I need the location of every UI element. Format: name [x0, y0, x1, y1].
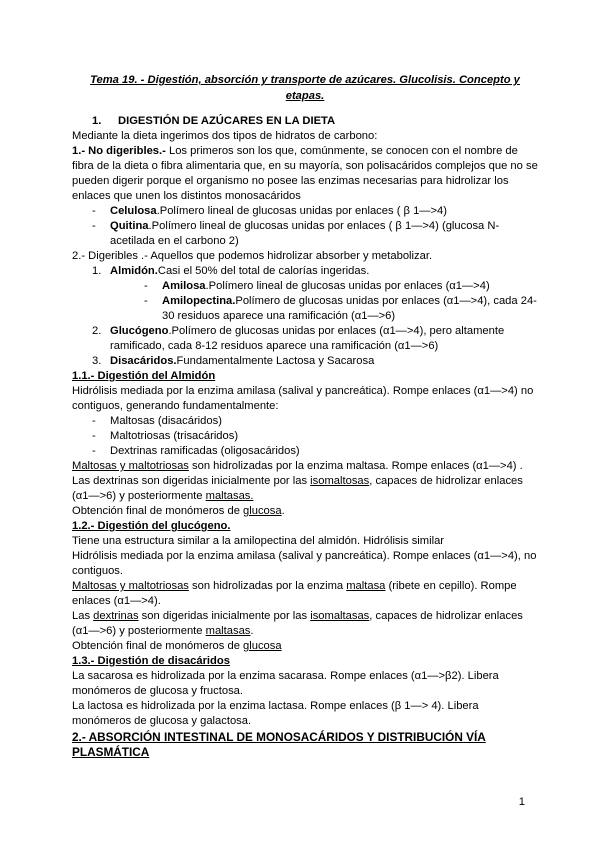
paragraph: La lactosa es hidrolizada por la enzima lactasa. Rompe enlaces (β 1—> 4). Libera monómeros de glucosa y galactosa. — [72, 700, 479, 727]
amilasa-products-list — [72, 414, 538, 459]
paragraph: Obtención final de monómeros de glucosa — [72, 640, 282, 652]
document-title: Tema 19. - Digestión, absorción y transporte de azúcares. Glucolisis. Concepto y etapas. — [90, 74, 520, 102]
list-item: 3. Disacáridos.Fundamentalmente Lactosa y Sacarosa — [92, 355, 375, 367]
paragraph: Hidrólisis mediada por la enzima amilasa (salival y pancreática). Rompe enlaces (α1—>4), no contiguos. — [72, 550, 537, 577]
paragraph: Obtención final de monómeros de glucosa. — [72, 505, 285, 517]
paragraph: Maltosas y maltotriosas son hidrolizadas por la enzima maltasa (ribete en cepillo). Rompe enlaces (α1—>4). — [72, 580, 517, 607]
digeribles-list-cont — [72, 324, 538, 369]
digeribles-paragraph: 2.- Digeribles .- Aquellos que podemos hidrolizar absorber y metabolizar. — [72, 250, 433, 262]
list-item: - Celulosa.Polímero lineal de glucosas unidas por enlaces ( β 1—>4) — [72, 204, 538, 219]
section-1-3-heading: 1.3.- Digestión de disacáridos — [72, 655, 230, 667]
list-item: - Amilopectina.Polímero de glucosas unidas por enlaces (α1—>4), cada 24-30 residuos aparece una ramificación (α1—>6) — [72, 294, 538, 324]
section-1-2-heading: 1.2.- Digestión del glucógeno. — [72, 520, 231, 532]
paragraph: Maltosas y maltotriosas son hidrolizadas por la enzima maltasa. Rompe enlaces (α1—>4) . — [72, 460, 523, 472]
paragraph: Tiene una estructura similar a la amilopectina del almidón. Hidrólisis similar — [72, 535, 445, 547]
section-2-heading: 2.- ABSORCIÓN INTESTINAL DE MONOSACÁRIDOS Y DISTRIBUCIÓN VÍA PLASMÁTICA — [72, 730, 486, 759]
list-item: - Quitina.Polímero lineal de glucosas unidas por enlaces ( β 1—>4) (glucosa N-acetilada en el carbono 2) — [72, 219, 538, 249]
document-page — [72, 72, 538, 760]
paragraph: La sacarosa es hidrolizada por la enzima sacarasa. Rompe enlaces (α1—>β2). Libera monómeros de glucosa y fructosa. — [72, 670, 499, 697]
section-1-1-heading: 1.1.- Digestión del Almidón — [72, 370, 216, 382]
page-number: 1 — [518, 796, 525, 808]
list-item: 2. Glucógeno.Polímero de glucosas unidas por enlaces (α1—>4), pero altamente ramificado, cada 8-12 residuos aparece una ramificación (α1—>6) — [92, 325, 505, 352]
list-item: - Maltotriosas (trisacáridos) — [72, 429, 538, 444]
paragraph: Las dextrinas son digeridas inicialmente por las isomaltasas, capaces de hidrolizar enlaces (α1—>6) y posteriormente maltasas. — [72, 610, 523, 637]
section-1-intro: Mediante la dieta ingerimos dos tipos de hidratos de carbono: — [72, 130, 378, 142]
almidon-sublist — [72, 279, 538, 324]
fibra-list — [72, 204, 538, 249]
paragraph: Las dextrinas son digeridas inicialmente por las isomaltosas, capaces de hidrolizar enlaces (α1—>6) y posteriormente maltasas. — [72, 475, 523, 502]
list-item: - Maltosas (disacáridos) — [72, 414, 538, 429]
digeribles-list — [72, 264, 538, 279]
list-item: - Amilosa.Polímero lineal de glucosas unidas por enlaces (α1—>4) — [72, 279, 538, 294]
list-item: 1. Almidón.Casi el 50% del total de calorías ingeridas. — [92, 265, 370, 277]
list-item: - Dextrinas ramificadas (oligosacáridos) — [72, 444, 538, 459]
section-1-heading: 1. DIGESTIÓN DE AZÚCARES EN LA DIETA — [92, 115, 336, 127]
no-digeribles-paragraph: 1.- No digeribles.- Los primeros son los que, comúnmente, se conocen con el nombre de fibra de la dieta o fibra alimentaria que, en su mayoría, son polisacáridos complejos que no se pueden digerir porque el organismo no posee las enzimas necesarias para hidrolizar los enlaces que unen los distintos monosacáridos — [72, 145, 538, 202]
paragraph: Hidrólisis mediada por la enzima amilasa (salival y pancreática). Rompe enlaces (α1—>4) no contiguos, generando fundamentalmente: — [72, 385, 534, 412]
